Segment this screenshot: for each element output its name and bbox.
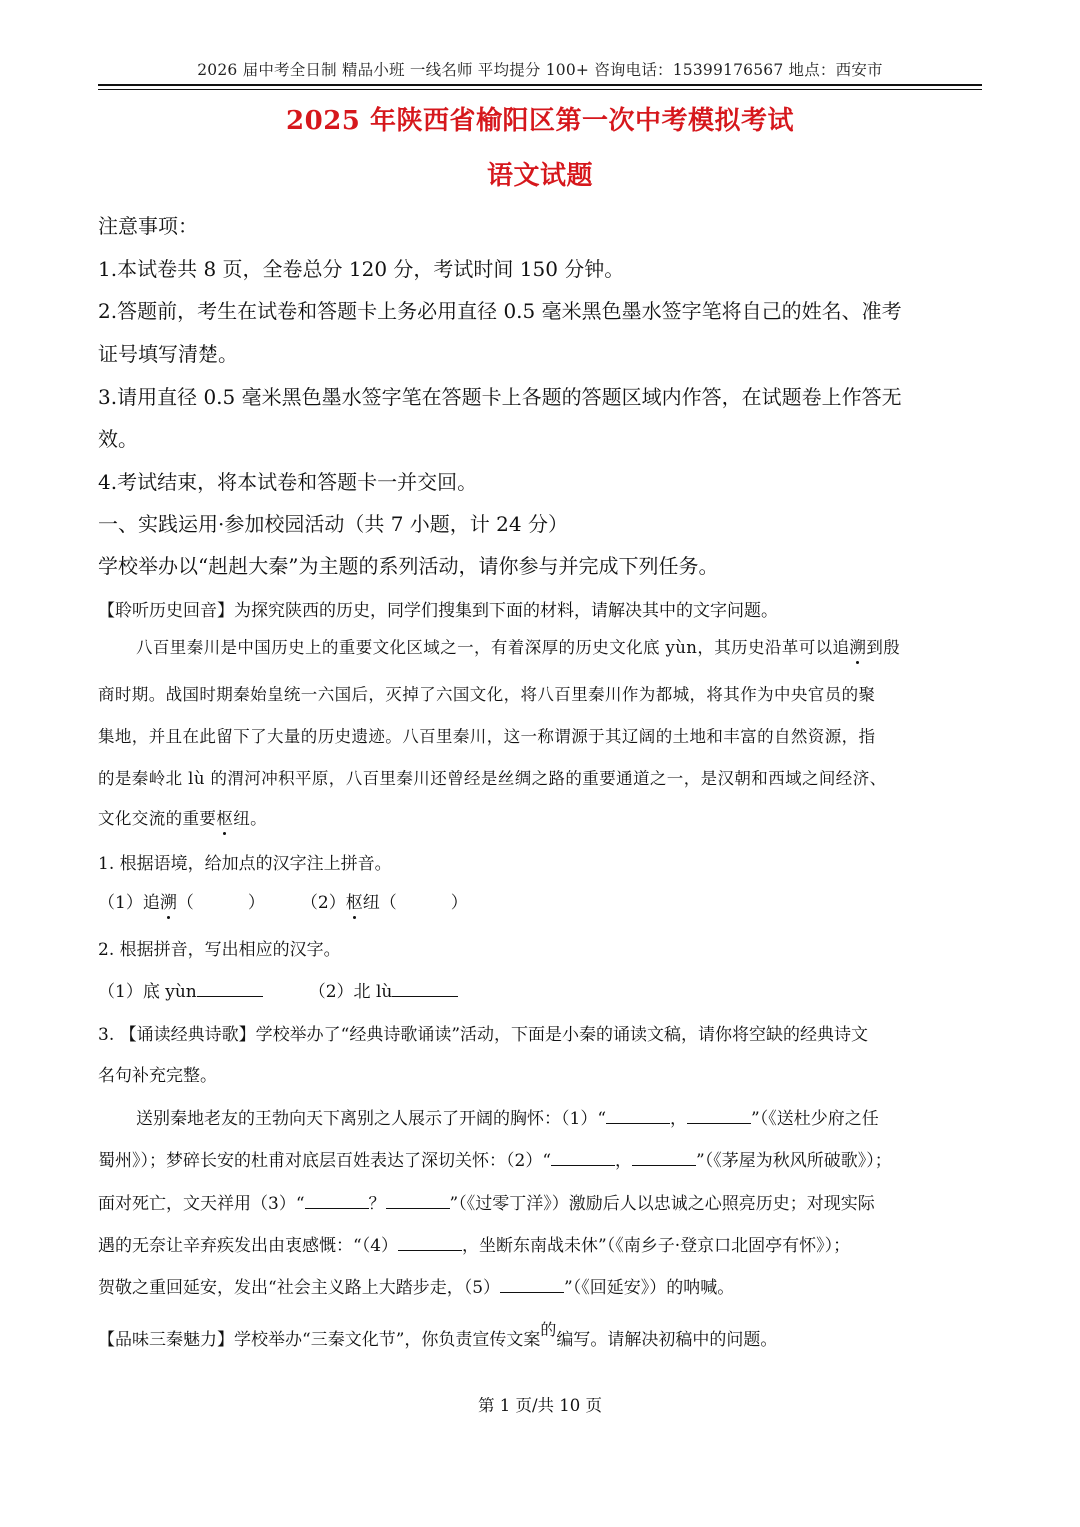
q3-comma: ， — [670, 1109, 688, 1129]
q3-blank-4[interactable] — [398, 1233, 462, 1251]
q3-text: ”（《回延安》）的呐喊。 — [564, 1278, 735, 1298]
notes-heading: 注意事项： — [98, 214, 198, 238]
q2-answers — [98, 977, 982, 1002]
passage-line-1 — [136, 634, 982, 658]
q2-blank-b[interactable] — [392, 979, 458, 997]
q3-text: ，坐断东南战未休”（《南乡子·登京口北固亭有怀》）； — [462, 1236, 851, 1256]
q1-label-b: （2） — [300, 893, 346, 913]
note-item-4: 4.考试结束，将本试卷和答题卡一并交回。 — [98, 470, 478, 494]
task3-text: 【品味三秦魅力】学校举办“三秦文化节”，你负责宣传文案 — [98, 1330, 541, 1350]
q3-comma: ， — [615, 1151, 633, 1171]
section1-heading: 一、实践运用·参加校园活动（共 7 小题，计 24 分） — [98, 512, 568, 536]
page-header-banner: 2026 届中考全日制 精品小班 一线名师 平均提分 100+ 咨询电话：15399176567 地点：西安市 — [197, 61, 883, 79]
q2-label-a: （1）底 yùn — [98, 982, 197, 1002]
q1-answers — [98, 888, 982, 913]
note-item-2: 2.答题前，考生在试卷和答题卡上务必用直径 0.5 毫米黑色墨水签字笔将自己的姓名、准考 — [98, 299, 902, 323]
passage-line-5 — [98, 805, 982, 829]
q1-dotted-shu: 枢 — [346, 888, 363, 913]
header-rule-thin — [98, 89, 982, 90]
q3-line-5 — [98, 1273, 982, 1298]
page-number: 第 1 页/共 10 页 — [477, 1396, 603, 1415]
passage-text: 到殷 — [866, 638, 901, 657]
q3-stem-1: 3. 【诵读经典诗歌】学校举办了“经典诗歌诵读”活动，下面是小秦的诵读文稿，请你将空缺的经典诗文 — [98, 1025, 869, 1045]
dotted-char-shu: 枢 — [216, 805, 233, 829]
q3-text: 贺敬之重回延安，发出“社会主义路上大踏步走，（5） — [98, 1278, 501, 1298]
q1-blank-b[interactable]: 纽（ ） — [362, 893, 468, 913]
dotted-char-su: 溯 — [849, 634, 866, 658]
q1-stem: 1. 根据语境，给加点的汉字注上拼音。 — [98, 854, 392, 874]
q3-line-1 — [136, 1104, 982, 1129]
passage-line-3: 集地，并且在此留下了大量的历史遗迹。八百里秦川，这一称谓源于其辽阔的土地和丰富的自然资源，指 — [98, 727, 876, 746]
exam-subtitle: 语文试题 — [486, 161, 593, 191]
q3-text: 面对死亡，文天祥用（3）“ — [98, 1194, 305, 1214]
task1-intro: 【聆听历史回音】为探究陕西的历史，同学们搜集到下面的材料，请解决其中的文字问题。 — [98, 601, 778, 621]
passage-text: 八百里秦川是中国历史上的重要文化区域之一，有着深厚的历史文化底 yùn，其历史沿革可以追 — [136, 638, 850, 657]
note-item-1: 1.本试卷共 8 页，全卷总分 120 分，考试时间 150 分钟。 — [98, 257, 625, 281]
note-item-3-cont: 效。 — [98, 427, 138, 451]
header-rule-thick — [98, 84, 982, 86]
task3-intro — [98, 1320, 982, 1350]
passage-line-4: 的是秦岭北 lù 的渭河冲积平原，八百里秦川还曾经是丝绸之路的重要通道之一，是汉朝和西域之间经济、 — [98, 769, 887, 788]
task3-superscript: 的 — [540, 1320, 557, 1339]
q3-text: 送别秦地老友的王勃向天下离别之人展示了开阔的胸怀：（1）“ — [136, 1109, 607, 1129]
passage-line-2: 商时期。战国时期秦始皇统一六国后，灭掉了六国文化，将八百里秦川作为都城，将其作为中央官员的聚 — [98, 685, 876, 704]
q3-text: 遇的无奈让辛弃疾发出由衷感慨：“（4） — [98, 1236, 399, 1256]
q3-question-mark: ？ — [368, 1194, 386, 1214]
q3-line-3 — [98, 1189, 982, 1214]
note-item-2-cont: 证号填写清楚。 — [98, 342, 238, 366]
q1-blank-a[interactable]: （ ） — [176, 893, 265, 913]
exam-title: 2025 年陕西省榆阳区第一次中考模拟考试 — [286, 106, 794, 136]
q3-line-2 — [98, 1146, 982, 1171]
q3-blank-1b[interactable] — [687, 1106, 751, 1124]
q3-text: ”（《送杜少府之任 — [751, 1109, 879, 1129]
q2-blank-a[interactable] — [197, 979, 263, 997]
q3-blank-2a[interactable] — [551, 1148, 615, 1166]
q2-label-b: （2）北 lù — [308, 982, 393, 1002]
section1-intro: 学校举办以“赳赳大秦”为主题的系列活动，请你参与并完成下列任务。 — [98, 554, 719, 578]
passage-text: 文化交流的重要 — [98, 809, 217, 828]
q1-dotted-su: 溯 — [160, 888, 177, 913]
q3-text: ”（《过零丁洋》）激励后人以忠诚之心照亮历史；对现实际 — [449, 1194, 875, 1214]
q3-blank-5[interactable] — [500, 1275, 564, 1293]
q3-blank-3b[interactable] — [386, 1191, 450, 1209]
q2-stem: 2. 根据拼音，写出相应的汉字。 — [98, 940, 341, 960]
q3-text: 蜀州》）；梦碎长安的杜甫对底层百姓表达了深切关怀：（2）“ — [98, 1151, 552, 1171]
q3-text: ”（《茅屋为秋风所破歌》）； — [696, 1151, 892, 1171]
q3-line-4 — [98, 1231, 982, 1256]
q3-blank-2b[interactable] — [632, 1148, 696, 1166]
note-item-3: 3.请用直径 0.5 毫米黑色墨水签字笔在答题卡上各题的答题区域内作答，在试题卷上作答无 — [98, 385, 902, 409]
q3-blank-3a[interactable] — [305, 1191, 369, 1209]
task3-text: 编写。请解决初稿中的问题。 — [556, 1330, 778, 1350]
q1-label-a: （1）追 — [98, 893, 160, 913]
passage-text: 纽。 — [233, 809, 268, 828]
q3-stem-2: 名句补充完整。 — [98, 1066, 217, 1086]
q3-blank-1a[interactable] — [606, 1106, 670, 1124]
